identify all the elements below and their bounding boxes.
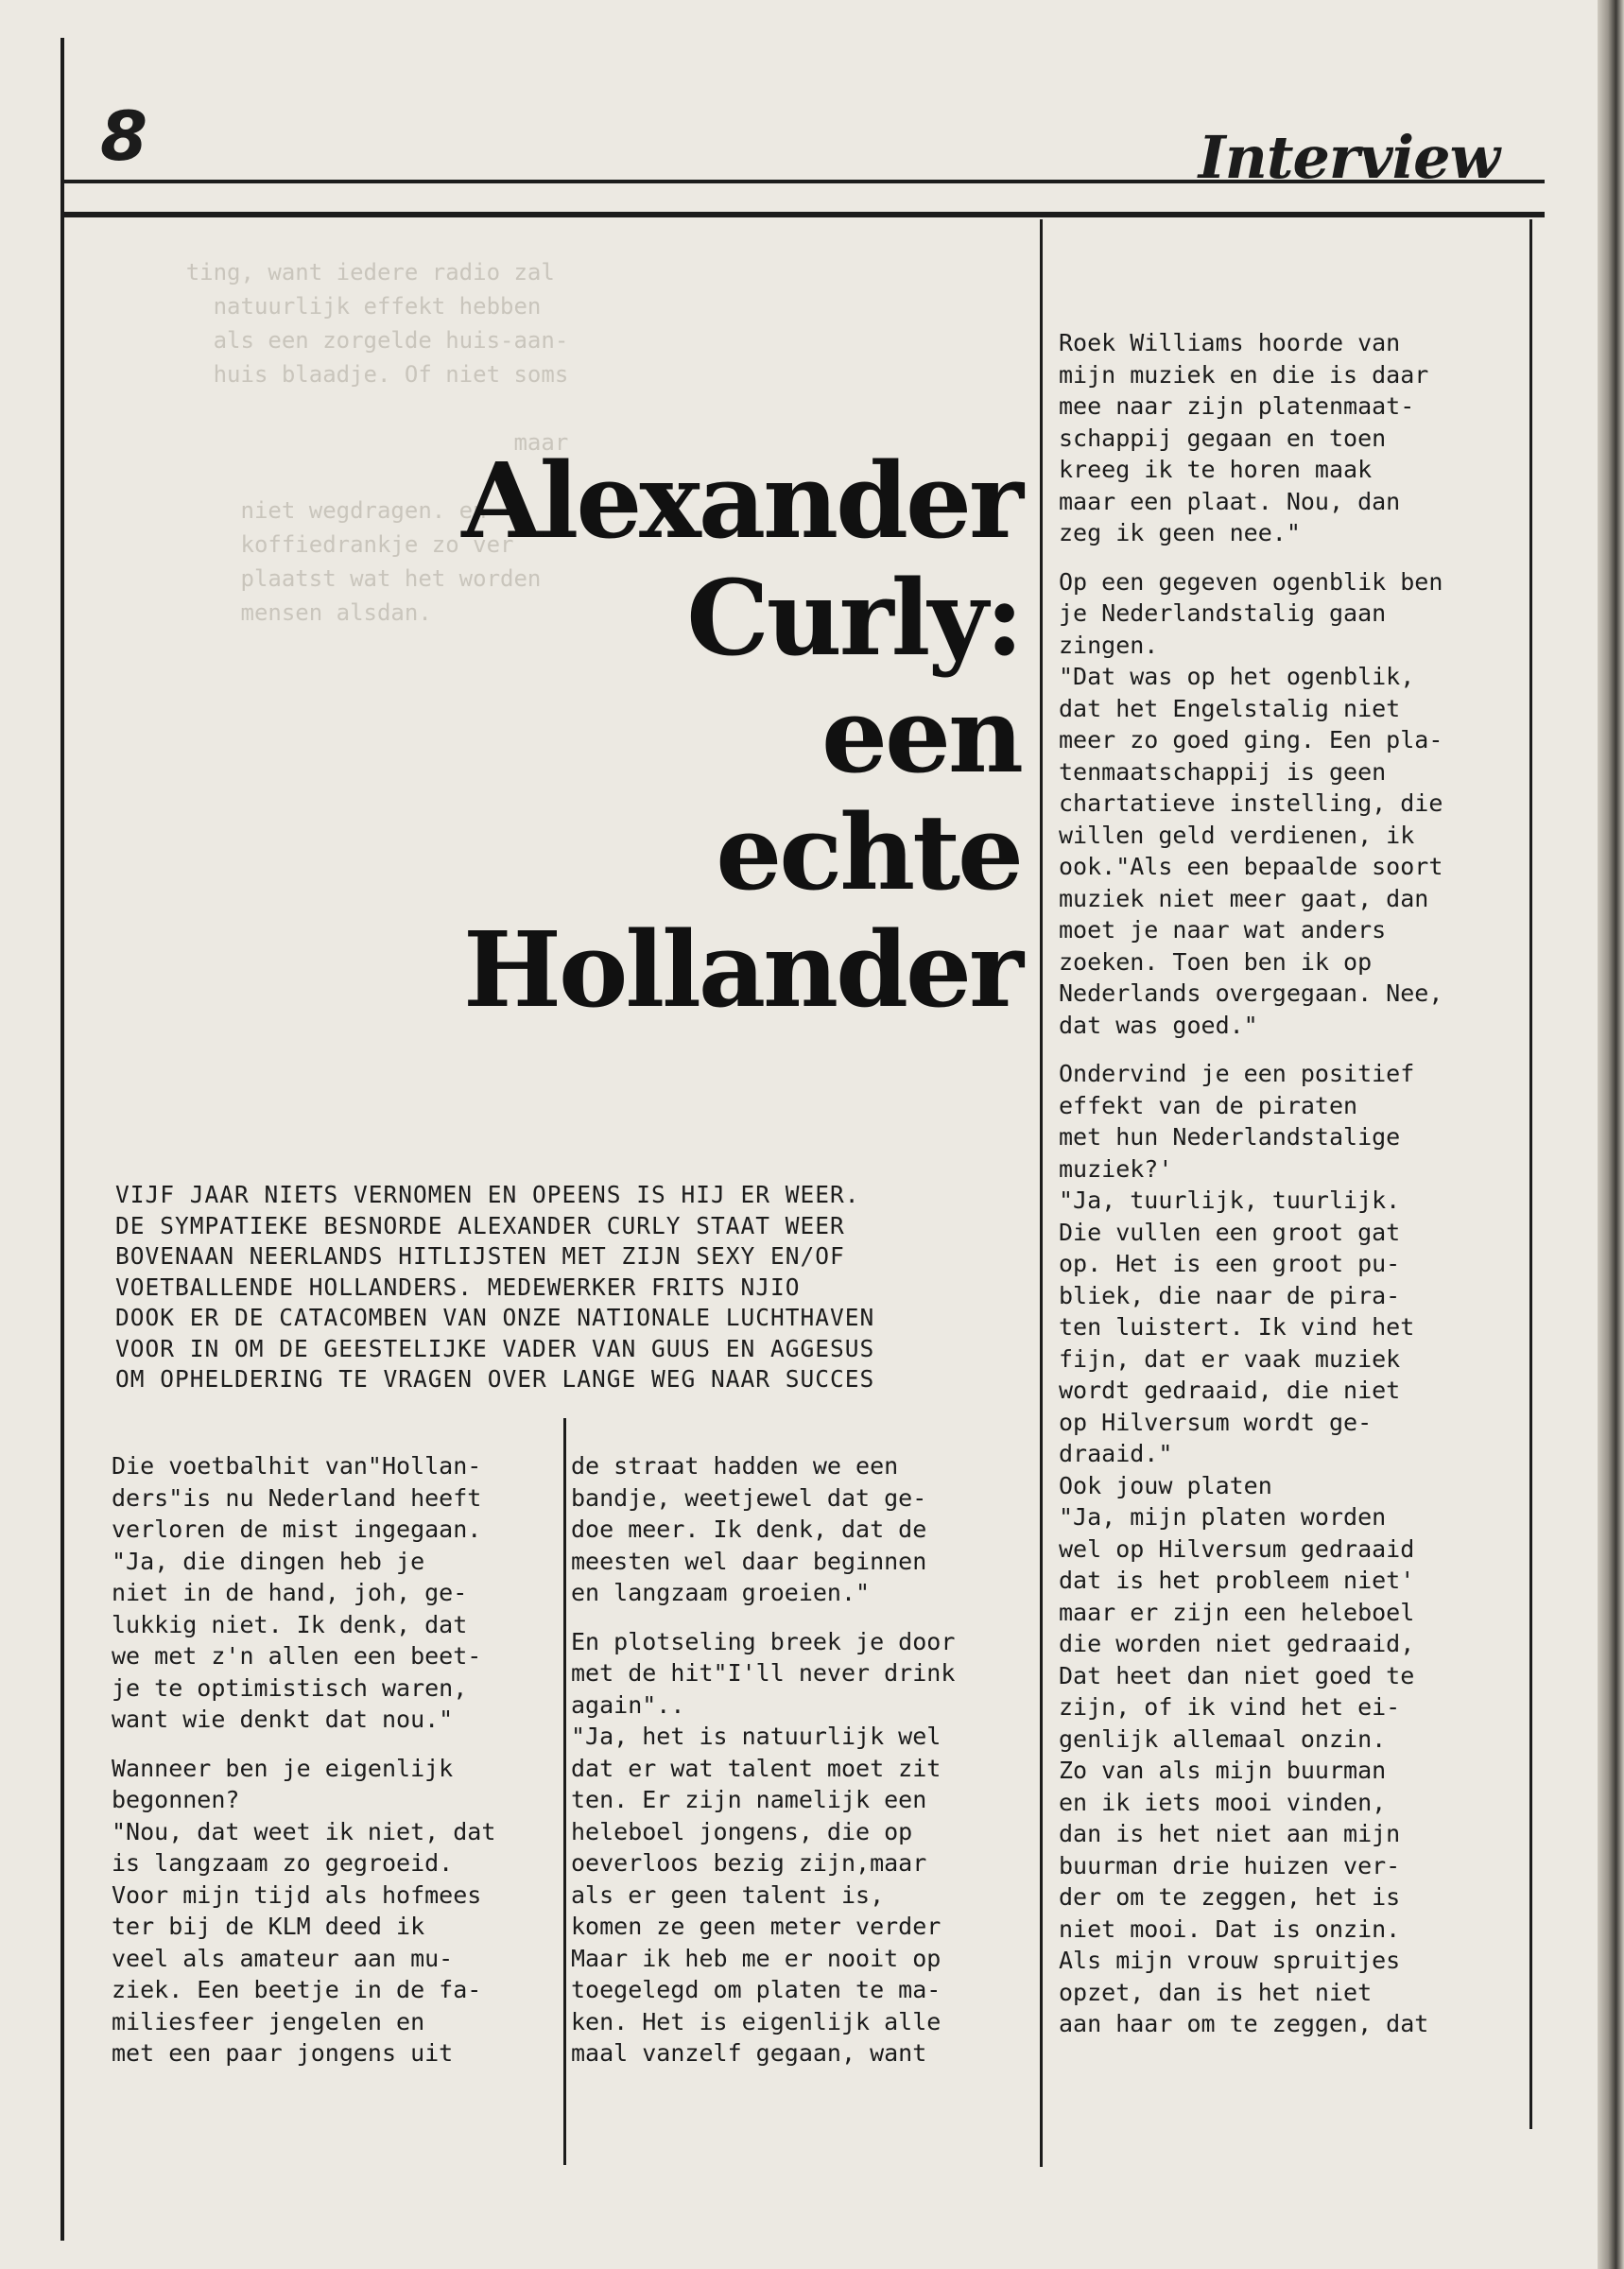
text-line: "Nou, dat weet ik niet, dat: [112, 1817, 496, 1845]
paragraph: [1059, 1058, 1531, 2040]
text-line: ter bij de KLM deed ik: [112, 1913, 425, 1940]
text-line: dan is het niet aan mijn: [1059, 1820, 1401, 1847]
text-line: En plotseling breek je door: [571, 1627, 956, 1655]
text-line: Die vullen een groot gat: [1059, 1218, 1401, 1246]
text-line: buurman drie huizen ver-: [1059, 1851, 1401, 1879]
text-line: je te optimistisch waren,: [112, 1673, 468, 1702]
text-line: niet mooi. Dat is onzin.: [1059, 1914, 1401, 1943]
text-line: Voor mijn tijd als hofmees: [112, 1880, 482, 1909]
text-line: is langzaam zo gegroeid.: [112, 1849, 454, 1877]
text-line: als er geen talent is,: [571, 1880, 885, 1909]
paragraph: [571, 1450, 1025, 1609]
text-line: "Ja, die dingen heb je: [112, 1547, 425, 1575]
header-left-rule: [60, 38, 64, 2241]
text-line: opzet, dan is het niet: [1059, 1978, 1373, 2006]
text-line: veel als amateur aan mu-: [112, 1944, 454, 1972]
text-line: dat het Engelstalig niet: [1059, 694, 1401, 722]
intro-line: DE SYMPATIEKE BESNORDE ALEXANDER CURLY STAAT WEER: [115, 1211, 845, 1239]
text-line: "Ja, mijn platen worden: [1059, 1503, 1387, 1531]
paragraph: [1059, 566, 1531, 1042]
text-line: zeg ik geen nee.": [1059, 519, 1301, 546]
reverse-side-bleed: ting, want iedere radio zal natuurlijk effekt hebben als een zorgelde huis-aan- huis blaadje. Of niet soms maar niet wegdragen. en koffiedrankje zo ver plaatst wat het worden mensen alsdan.: [185, 259, 569, 626]
text-line: we met z'n allen een beet-: [112, 1642, 482, 1670]
text-line: meesten wel daar beginnen: [571, 1547, 927, 1575]
text-line: dat er wat talent moet zit: [571, 1754, 942, 1782]
text-line: heleboel jongens, die op: [571, 1817, 913, 1845]
text-line: wordt gedraaid, die niet: [1059, 1377, 1401, 1404]
text-line: schappij gegaan en toen: [1059, 424, 1387, 452]
text-line: doe meer. Ik denk, dat de: [571, 1516, 927, 1543]
text-line: met de hit"I'll never drink: [571, 1659, 956, 1687]
text-line: dat is het probleem niet': [1059, 1567, 1415, 1594]
text-line: draaid.": [1059, 1440, 1173, 1467]
text-line: begonnen?: [112, 1786, 240, 1813]
text-line: mijn muziek en die is daar: [1059, 360, 1429, 389]
text-line: met een paar jongens uit: [112, 2039, 454, 2067]
text-line: oeverloos bezig zijn,maar: [571, 1849, 927, 1877]
text-line: Roek Williams hoorde van: [1059, 329, 1401, 356]
text-line: maar er zijn een heleboel: [1059, 1598, 1415, 1626]
text-line: ook."Als een bepaalde soort: [1059, 853, 1443, 880]
headline-line-5: Hollander: [463, 909, 1021, 1031]
intro-line: VOOR IN OM DE GEESTELIJKE VADER VAN GUUS EN AGGESUS: [115, 1334, 875, 1362]
intro-line: BOVENAAN NEERLANDS HITLIJSTEN MET ZIJN SEXY EN/OF: [115, 1242, 845, 1270]
text-line: Als mijn vrouw spruitjes: [1059, 1947, 1401, 1974]
text-line: de straat hadden we een: [571, 1452, 899, 1480]
text-line: tenmaatschappij is geen: [1059, 757, 1387, 786]
paragraph: [112, 1450, 556, 1736]
paragraph: [571, 1626, 1025, 2070]
intro-line: OM OPHELDERING TE VRAGEN OVER LANGE WEG NAAR SUCCES: [115, 1365, 875, 1393]
text-line: verloren de mist ingegaan.: [112, 1516, 482, 1543]
text-line: komen ze geen meter verder: [571, 1913, 942, 1940]
article-headline: [340, 442, 1021, 1029]
text-line: fijn, dat er vaak muziek: [1059, 1344, 1401, 1373]
text-line: ders"is nu Nederland heeft: [112, 1483, 482, 1512]
text-line: Die voetbalhit van"Hollan-: [112, 1452, 482, 1480]
text-line: Op een gegeven ogenblik ben: [1059, 567, 1443, 596]
text-line: bandje, weetjewel dat ge-: [571, 1483, 927, 1512]
article-column-3: [1059, 327, 1531, 2057]
text-line: effekt van de piraten: [1059, 1091, 1358, 1119]
intro-line: DOOK ER DE CATACOMBEN VAN ONZE NATIONALE LUCHTHAVEN: [115, 1304, 875, 1331]
text-line: wel op Hilversum gedraaid: [1059, 1534, 1415, 1563]
text-line: Ondervind je een positief: [1059, 1060, 1415, 1087]
intro-line: VIJF JAAR NIETS VERNOMEN EN OPEENS IS HIJ ER WEER.: [115, 1181, 860, 1208]
text-line: lukkig niet. Ik denk, dat: [112, 1610, 468, 1638]
text-line: zingen.: [1059, 631, 1159, 659]
headline-line-3: een: [821, 674, 1021, 796]
article-column-2: [571, 1450, 1025, 2087]
paragraph: [1059, 327, 1531, 549]
text-line: die worden niet gedraaid,: [1059, 1630, 1415, 1657]
headline-line-2: Curly:: [686, 557, 1021, 679]
text-line: Maar ik heb me er nooit op: [571, 1944, 942, 1972]
text-line: op Hilversum wordt ge-: [1059, 1408, 1373, 1436]
text-line: ten luistert. Ik vind het: [1059, 1313, 1415, 1341]
text-line: op. Het is een groot pu-: [1059, 1250, 1401, 1277]
column-rule-2: [1040, 219, 1043, 2167]
text-line: aan haar om te zeggen, dat: [1059, 2010, 1429, 2037]
headline-line-1: Alexander: [461, 440, 1021, 562]
text-line: dat was goed.": [1059, 1011, 1258, 1039]
page-number: 8: [100, 96, 148, 176]
text-line: muziek?': [1059, 1154, 1173, 1183]
text-line: toegelegd om platen te ma-: [571, 1976, 942, 2003]
text-line: genlijk allemaal onzin.: [1059, 1724, 1387, 1753]
text-line: "Ja, het is natuurlijk wel: [571, 1723, 942, 1750]
text-line: zoeken. Toen ben ik op: [1059, 947, 1373, 976]
text-line: Dat heet dan niet goed te: [1059, 1661, 1415, 1689]
article-intro: [115, 1180, 1023, 1395]
text-line: Wanneer ben je eigenlijk: [112, 1754, 454, 1782]
text-line: willen geld verdienen, ik: [1059, 821, 1415, 849]
text-line: want wie denkt dat nou.": [112, 1706, 454, 1733]
text-line: kreeg ik te horen maak: [1059, 456, 1373, 483]
text-line: chartatieve instelling, die: [1059, 789, 1443, 817]
text-line: mee naar zijn platenmaat-: [1059, 392, 1415, 420]
text-line: je Nederlandstalig gaan: [1059, 599, 1387, 627]
text-line: en ik iets mooi vinden,: [1059, 1788, 1387, 1816]
text-line: miliesfeer jengelen en: [112, 2007, 425, 2035]
text-line: ken. Het is eigenlijk alle: [571, 2007, 942, 2035]
column-rule-1: [563, 1418, 566, 2165]
paragraph: [112, 1753, 556, 2070]
text-line: ten. Er zijn namelijk een: [571, 1786, 927, 1813]
text-line: Nederlands overgegaan. Nee,: [1059, 979, 1443, 1007]
text-line: zijn, of ik vind het ei-: [1059, 1693, 1401, 1721]
text-line: met hun Nederlandstalige: [1059, 1123, 1401, 1151]
page-edge-shadow: [1598, 0, 1624, 2269]
text-line: again"..: [571, 1690, 685, 1719]
section-label: Interview: [1198, 123, 1499, 192]
text-line: niet in de hand, joh, ge-: [112, 1579, 468, 1606]
text-line: meer zo goed ging. Een pla-: [1059, 726, 1443, 753]
text-line: bliek, die naar de pira-: [1059, 1281, 1401, 1309]
text-line: "Ja, tuurlijk, tuurlijk.: [1059, 1186, 1401, 1214]
text-line: Ook jouw platen: [1059, 1471, 1272, 1499]
intro-line: VOETBALLENDE HOLLANDERS. MEDEWERKER FRITS NJIO: [115, 1273, 801, 1301]
text-line: "Dat was op het ogenblik,: [1059, 663, 1415, 690]
text-line: ziek. Een beetje in de fa-: [112, 1976, 482, 2003]
text-line: en langzaam groeien.": [571, 1579, 871, 1606]
text-line: der om te zeggen, het is: [1059, 1883, 1401, 1911]
headline-line-4: echte: [716, 791, 1021, 913]
header-top-rule: [64, 212, 1545, 217]
article-column-1: [112, 1450, 556, 2087]
text-line: Zo van als mijn buurman: [1059, 1757, 1387, 1784]
text-line: moet je naar wat anders: [1059, 916, 1387, 944]
text-line: maal vanzelf gegaan, want: [571, 2039, 927, 2067]
text-line: muziek niet meer gaat, dan: [1059, 884, 1429, 912]
text-line: maar een plaat. Nou, dan: [1059, 487, 1401, 515]
